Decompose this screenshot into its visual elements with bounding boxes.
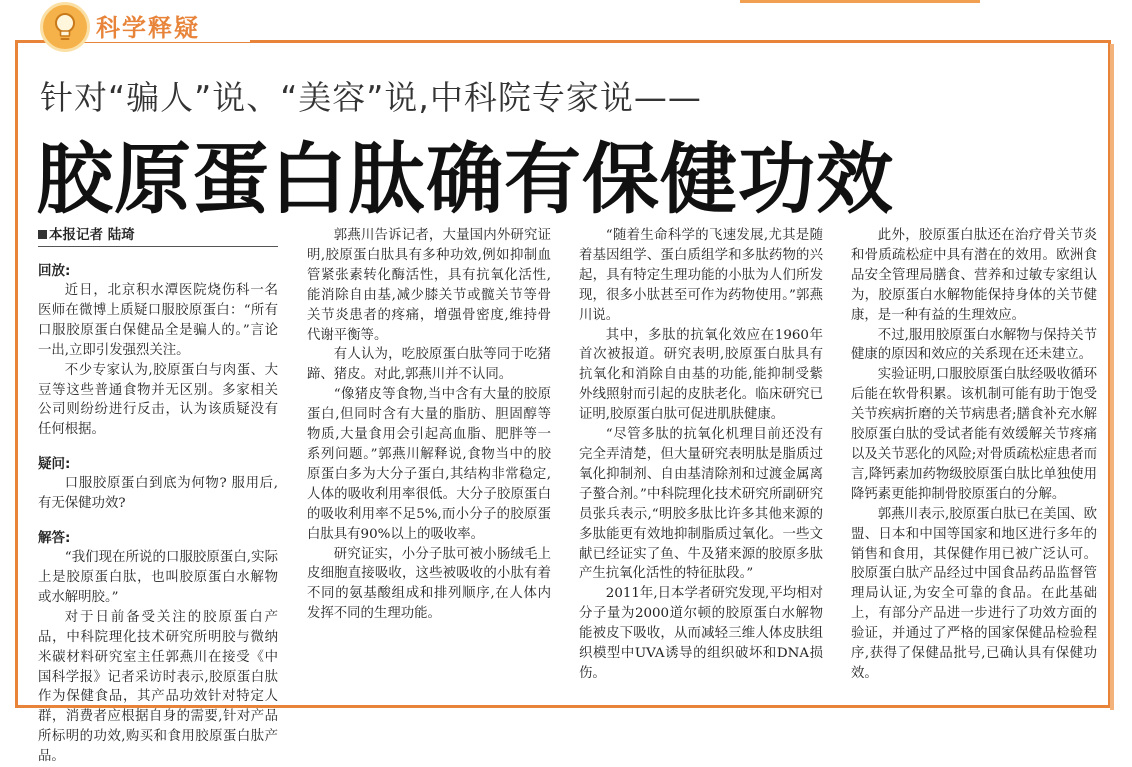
answer-paragraph: 2011年,日本学者研究发现,平均相对分子量为2000道尔顿的胶原蛋白水解物能被皮下吸收，从而减轻三维人体皮肤组织模型中UVA诱导的组织破坏和DNA损伤。 [579, 586, 823, 681]
answer-paragraph: 此外，胶原蛋白肽还在治疗骨关节炎和骨质疏松症中具有潜在的效用。欧洲食品安全管理局膳食、营养和过敏专家组认为，胶原蛋白水解物能保持身体的关节健康，是一种有益的生理效应。 [851, 228, 1097, 323]
answer-paragraph: 研究证实，小分子肽可被小肠绒毛上皮细胞直接吸收，这些被吸收的小肽有着不同的氨基酸组成和排列顺序,在人体内发挥不同的生理功能。 [307, 546, 551, 622]
question-label: 疑问: [38, 456, 71, 473]
answer-label: 解答: [38, 530, 71, 547]
section-title: 科学释疑 [96, 13, 200, 42]
answer-paragraph: 有人认为，吃胶原蛋白肽等同于吃猪蹄、猪皮。对此,郭燕川并不认同。 [307, 347, 551, 383]
article-column-4 [851, 226, 1097, 684]
frame-shadow [1110, 44, 1114, 710]
answer-paragraph: 郭燕川告诉记者，大量国内外研究证明,胶原蛋白肽具有多种功效,例如抑制血管紧张素转化酶活性，具有抗氧化活性,能消除自由基,减少膝关节或髋关节等骨关节炎患者的疼痛，增强骨密度,维持骨代谢平衡等。 [307, 228, 551, 343]
article-column-1 [38, 226, 278, 767]
kicker: 针对“骗人”说、“美容”说,中科院专家说—— [40, 78, 702, 117]
answer-paragraph: “尽管多肽的抗氧化机理目前还没有完全弄清楚，但大量研究表明肽是脂质过氧化抑制剂、自由基清除剂和过渡金属离子螯合剂。”中科院理化技术研究所副研究员张兵表示,“明胶多肽比许多其他来源的多肽能更有效地抑制脂质过氧化。一些文献已经证实了鱼、牛及猪来源的胶原多肽产生抗氧化活性的特征肽段。” [579, 427, 823, 582]
answer-paragraph: “随着生命科学的飞速发展,尤其是随着基因组学、蛋白质组学和多肽药物的兴起，具有特定生理功能的小肽为人们所发现，很多小肽甚至可作为药物使用。”郭燕川说。 [579, 228, 823, 323]
review-paragraph: 不少专家认为,胶原蛋白与肉蛋、大豆等这些普通食物并无区别。多家相关公司则纷纷进行反击，认为该质疑没有任何根据。 [38, 362, 278, 438]
article-column-3 [579, 226, 823, 684]
answer-paragraph: 郭燕川表示,胶原蛋白肽已在美国、欧盟、日本和中国等国家和地区进行多年的销售和食用，其保健作用已被广泛认可。胶原蛋白肽产品经过中国食品药品监督管理局认证,为安全可靠的食品。在此基础上，有部分产品进一步进行了功效方面的验证，并通过了严格的国家保健品检验程序,获得了保健品批号,已确认具有保健功效。 [851, 506, 1097, 681]
headline: 胶原蛋白肽确有保健功效 [36, 136, 894, 225]
question-paragraph: 口服胶原蛋白到底为何物? 服用后,有无保健功效? [38, 476, 278, 512]
answer-paragraph: 不过,服用胶原蛋白水解物与保持关节健康的原因和效应的关系现在还未建立。 [851, 327, 1097, 363]
article-column-2 [307, 226, 551, 624]
top-accent-bar [740, 0, 980, 3]
answer-paragraph: “像猪皮等食物,当中含有大量的胶原蛋白,但同时含有大量的脂肪、胆固醇等物质,大量食用会引起高血脂、肥胖等一系列问题。”郭燕川解释说,食物当中的胶原蛋白多为大分子蛋白,其结构非常稳定,人体的吸收利用率很低。大分子胶原蛋白的吸收利用率不足5%,而小分子的胶原蛋白肽具有90%以上的吸收率。 [307, 387, 551, 542]
answer-paragraph: “我们现在所说的口服胶原蛋白,实际上是胶原蛋白肽，也叫胶原蛋白水解物或水解明胶。” [38, 550, 278, 605]
review-paragraph: 近日，北京积水潭医院烧伤科一名医师在微博上质疑口服胶原蛋白：“所有口服胶原蛋白保健品全是骗人的。”言论一出,立即引发强烈关注。 [38, 283, 278, 358]
byline-square-icon [38, 230, 47, 239]
answer-paragraph: 对于日前备受关注的胶原蛋白产品，中科院理化技术研究所明胶与微纳米碳材料研究室主任郭燕川在接受《中国科学报》记者采访时表示,胶原蛋白肽作为保健食品，其产品功效针对特定人群，消费者应根据自身的需要,针对产品所标明的功效,购买和食用胶原蛋白肽产品。 [38, 609, 278, 765]
byline: 本报记者 陆琦 [38, 226, 278, 247]
answer-paragraph: 实验证明,口服胶原蛋白肽经吸收循环后能在软骨积累。该机制可能有助于饱受关节疾病折磨的关节病患者;膳食补充水解胶原蛋白肽的受试者能有效缓解关节疼痛以及关节恶化的风险;对骨质疏松症患者而言,降钙素加药物级胶原蛋白肽比单独使用降钙素更能抑制骨胶原蛋白的分解。 [851, 367, 1097, 502]
answer-paragraph: 其中，多肽的抗氧化效应在1960年首次被报道。研究表明,胶原蛋白肽具有抗氧化和消除自由基的功能,能抑制受紫外线照射而引起的皮肤老化。临床研究已证明,胶原蛋白肽可促进肌肤健康。 [579, 327, 823, 423]
lightbulb-icon [40, 2, 90, 52]
review-label: 回放: [38, 263, 71, 279]
